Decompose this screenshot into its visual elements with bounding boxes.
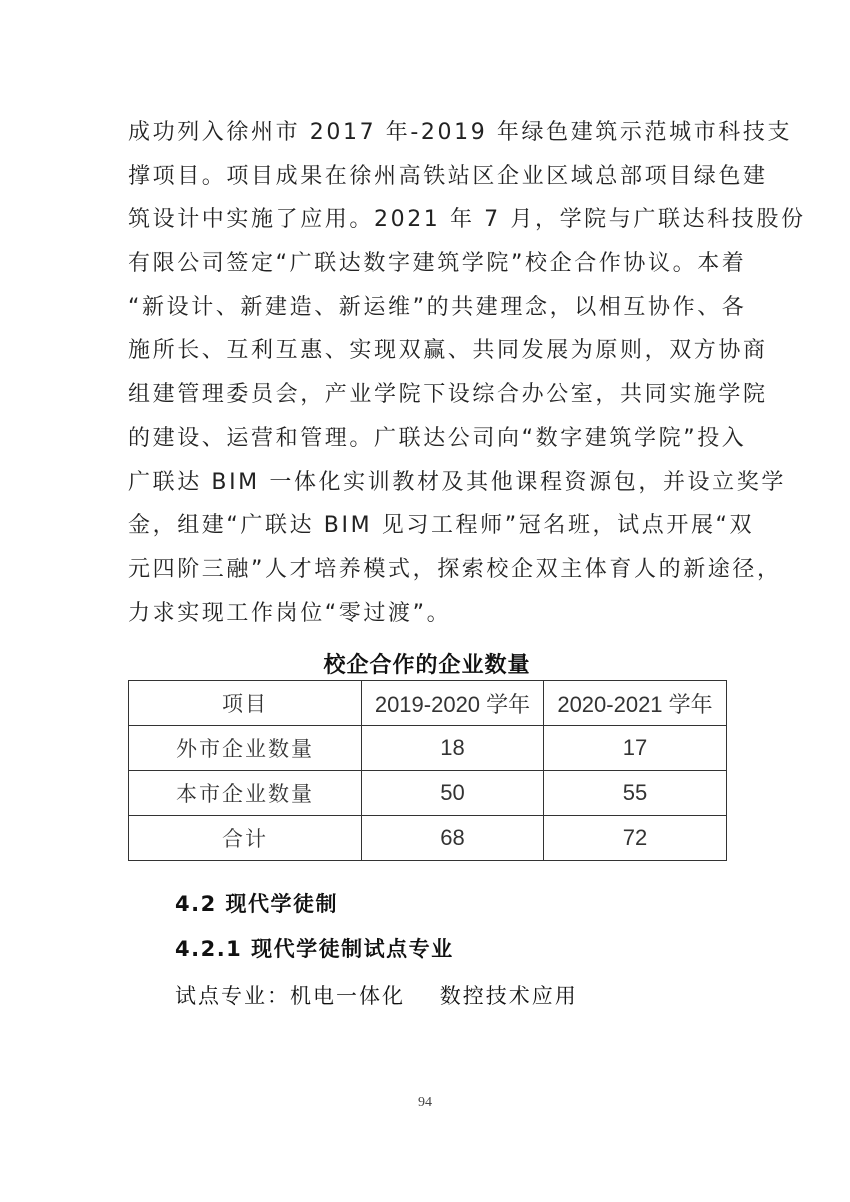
column-header: 项目 <box>129 681 362 726</box>
column-header: 2019-2020 学年 <box>362 681 544 726</box>
table-row <box>129 726 727 771</box>
table-header-row <box>129 681 727 726</box>
pilot-majors-line: 试点专业：机电一体化 数控技术应用 <box>175 984 578 1008</box>
row-label: 外市企业数量 <box>129 726 362 771</box>
table-row-total <box>129 816 727 861</box>
row-label: 合计 <box>129 816 362 861</box>
paragraph-line: “新设计、新建造、新运维”的共建理念，以相互协作、各 <box>128 294 747 320</box>
table-caption: 校企合作的企业数量 <box>323 653 531 678</box>
table-cell: 17 <box>544 726 727 771</box>
subsection-heading: 4.2.1 现代学徒制试点专业 <box>175 937 454 961</box>
paragraph-line: 金，组建“广联达 BIM 见习工程师”冠名班，试点开展“双 <box>128 513 755 539</box>
row-label: 本市企业数量 <box>129 771 362 816</box>
paragraph-line: 元四阶三融”人才培养模式，探索校企双主体育人的新途径， <box>128 556 782 582</box>
enterprise-count-table <box>128 680 727 861</box>
paragraph-line: 有限公司签定“广联达数字建筑学院”校企合作协议。本着 <box>128 251 747 277</box>
table-cell: 50 <box>362 771 544 816</box>
paragraph-line: 筑设计中实施了应用。2021 年 7 月，学院与广联达科技股份 <box>128 207 806 233</box>
table-cell: 68 <box>362 816 544 861</box>
paragraph-line: 成功列入徐州市 2017 年-2019 年绿色建筑示范城市科技支 <box>128 120 793 145</box>
paragraph-line: 的建设、运营和管理。广联达公司向“数字建筑学院”投入 <box>128 425 747 451</box>
section-heading: 4.2 现代学徒制 <box>175 892 339 916</box>
table-cell: 55 <box>544 771 727 816</box>
paragraph-line: 施所长、互利互惠、实现双赢、共同发展为原则，双方协商 <box>128 338 768 364</box>
table-row <box>129 771 727 816</box>
page-number: 94 <box>418 1095 432 1110</box>
column-header: 2020-2021 学年 <box>544 681 727 726</box>
table-cell: 72 <box>544 816 727 861</box>
table-cell: 18 <box>362 726 544 771</box>
body-paragraph <box>128 111 806 635</box>
paragraph-line: 组建管理委员会，产业学院下设综合办公室，共同实施学院 <box>128 382 768 408</box>
paragraph-line: 撑项目。项目成果在徐州高铁站区企业区域总部项目绿色建 <box>128 163 768 189</box>
paragraph-line: 广联达 BIM 一体化实训教材及其他课程资源包，并设立奖学 <box>128 469 786 495</box>
paragraph-line: 力求实现工作岗位“零过渡”。 <box>128 600 452 626</box>
